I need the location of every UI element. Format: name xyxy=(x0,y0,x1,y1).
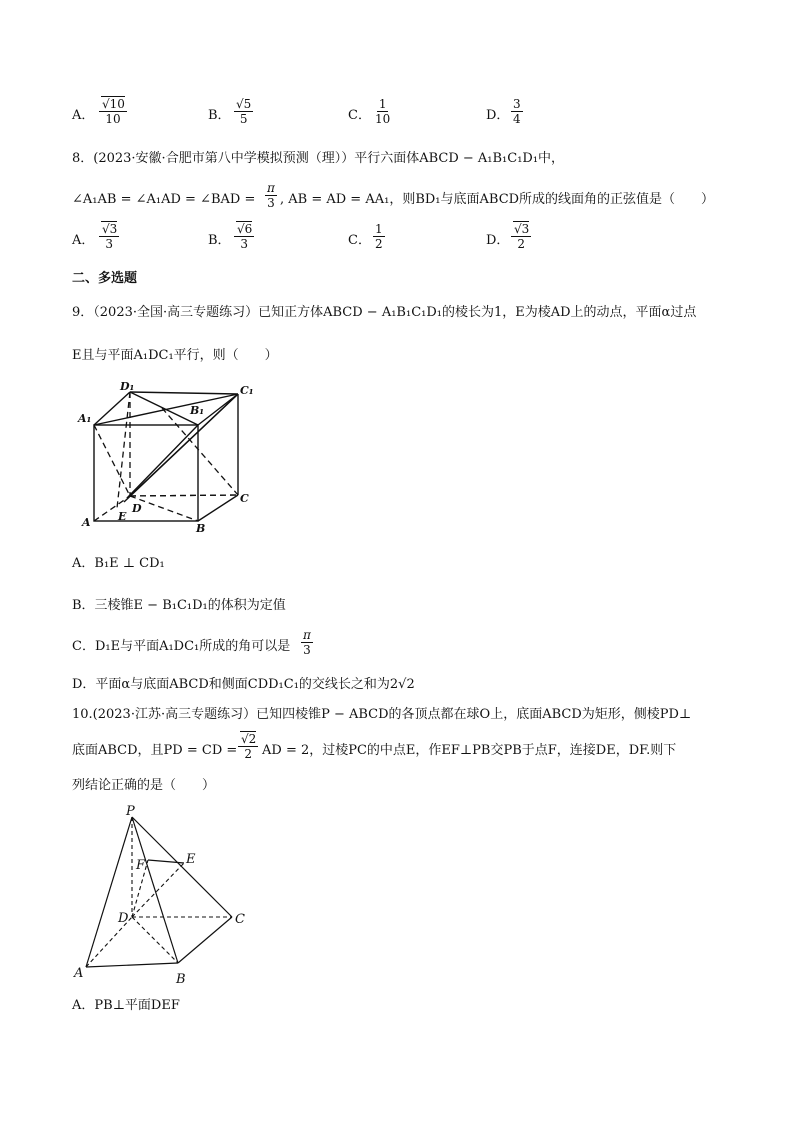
section-title-multiple-choice: 二、多选题 xyxy=(72,271,138,286)
q7-option-a-num: √10 xyxy=(102,97,125,111)
q8-option-c-label: C． xyxy=(348,233,371,248)
q8-option-a-den: 3 xyxy=(105,237,113,251)
q10-option-a: A．PB⊥平面DEF xyxy=(72,998,180,1013)
q9-option-c-den: 3 xyxy=(303,643,311,657)
q9-cube-front-face xyxy=(94,425,198,521)
q10-stem-frac-num: √2 xyxy=(241,732,257,746)
q9-line-c xyxy=(162,408,238,495)
q8-option-b-fraction xyxy=(234,222,254,251)
q9-line-dc xyxy=(130,495,238,496)
q9-option-a: A．B₁E ⊥ CD₁ xyxy=(72,556,165,571)
q10-label-b: B xyxy=(176,972,186,987)
q8-stem-fraction xyxy=(265,181,277,210)
q9-cube-figure xyxy=(72,380,262,535)
q7-option-d-label: D． xyxy=(486,108,510,123)
q9-option-c-num: π xyxy=(303,628,311,642)
q10-label-p: P xyxy=(126,805,135,819)
q9-line-b1e xyxy=(127,425,198,498)
q8-stem-line2-post: , AB = AD = AA₁，则BD₁与底面ABCD所成的线面角的正弦值是（ ） xyxy=(280,192,715,207)
q8-stem-line2-pre: ∠A₁AB = ∠A₁AD = ∠BAD = xyxy=(72,192,256,207)
q8-stem-frac-den: 3 xyxy=(267,196,275,210)
q8-option-c-fraction xyxy=(373,222,385,251)
q9-option-b: B．三棱锥E − B₁C₁D₁的体积为定值 xyxy=(72,598,286,613)
q9-option-c-pre: C．D₁E与平面A₁DC₁所成的角可以是 xyxy=(72,639,291,654)
q8-option-d-den: 2 xyxy=(517,237,525,251)
q8-option-a-fraction xyxy=(99,222,119,251)
q9-line-c1e xyxy=(124,394,238,502)
q7-option-a-fraction xyxy=(99,97,127,126)
q9-line-d1e xyxy=(117,392,130,508)
q8-option-a-num: √3 xyxy=(102,222,118,236)
q8-option-b-label: B． xyxy=(208,233,231,248)
q10-stem-fraction xyxy=(238,732,258,761)
q9-option-d: D．平面α与底面ABCD和侧面CDD₁C₁的交线长之和为2√2 xyxy=(72,677,415,692)
q9-edge-bc xyxy=(198,495,238,521)
q7-option-b-fraction xyxy=(234,97,253,126)
q9-label-d: D xyxy=(132,502,142,515)
q8-option-c-den: 2 xyxy=(375,237,383,251)
q10-stem-line2-post: AD = 2，过棱PC的中点E，作EF⊥PB交PB于点F，连接DE，DF.则下 xyxy=(262,743,677,758)
q7-option-a-den: 10 xyxy=(105,112,121,126)
q7-option-c-label: C． xyxy=(348,108,371,123)
q7-option-c-num: 1 xyxy=(378,97,387,111)
q10-edge-bc xyxy=(178,917,232,963)
q8-option-b-num: √6 xyxy=(237,222,253,236)
q7-option-a-label: A． xyxy=(72,108,95,123)
q10-label-d: D xyxy=(118,911,129,926)
q10-label-a: A xyxy=(74,966,84,981)
q8-option-d-num: √3 xyxy=(514,222,530,236)
q7-option-b-den: 5 xyxy=(239,112,248,126)
q8-option-b-den: 3 xyxy=(240,237,248,251)
q9-label-c1: C₁ xyxy=(240,384,254,397)
q7-option-d-den: 4 xyxy=(513,112,521,126)
q9-diag-d1b1 xyxy=(130,392,198,425)
q9-label-a: A xyxy=(82,516,91,529)
q9-label-b1: B₁ xyxy=(190,404,205,417)
q10-stem-line3: 列结论正确的是（ ） xyxy=(72,778,216,793)
q8-option-a-label: A． xyxy=(72,233,95,248)
q7-option-c-fraction xyxy=(373,97,392,126)
q7-option-b-label: B． xyxy=(208,108,231,123)
q9-stem-line1: 9．（2023·全国·高三专题练习）已知正方体ABCD − A₁B₁C₁D₁的棱长为1，E为棱AD上的动点，平面α过点 xyxy=(72,305,697,320)
q10-stem-line2-pre: 底面ABCD，且PD = CD = xyxy=(72,743,238,758)
q10-edge-fe xyxy=(148,860,184,863)
q8-option-c-num: 1 xyxy=(375,222,383,236)
q8-stem-line1: 8．(2023·安徽·合肥市第八中学模拟预测（理））平行六面体ABCD − A₁B₁C₁D₁中， xyxy=(72,151,565,166)
q9-label-c: C xyxy=(240,492,249,505)
q7-option-d-fraction xyxy=(511,97,523,126)
q7-option-b-num: √5 xyxy=(236,97,252,111)
q10-label-c: C xyxy=(235,912,245,927)
q9-label-e: E xyxy=(118,510,127,523)
q10-stem-frac-den: 2 xyxy=(244,747,252,761)
q8-option-d-fraction xyxy=(511,222,531,251)
q9-label-d1: D₁ xyxy=(120,380,135,393)
q9-edge-a1d1 xyxy=(94,392,130,425)
q7-option-d-num: 3 xyxy=(513,97,521,111)
q10-label-e: E xyxy=(186,852,196,867)
q9-edge-d1c1 xyxy=(130,392,238,394)
q10-pyramid-figure xyxy=(70,805,260,990)
q10-edge-ab xyxy=(86,963,178,967)
q9-stem-line2: E且与平面A₁DC₁平行，则（ ） xyxy=(72,348,278,363)
q9-label-b: B xyxy=(196,522,206,535)
q10-label-f: F xyxy=(136,858,146,873)
q7-option-c-den: 10 xyxy=(375,112,391,126)
q8-stem-frac-num: π xyxy=(267,181,275,195)
q10-edge-pa xyxy=(86,817,132,967)
q9-label-a1: A₁ xyxy=(78,412,92,425)
q8-option-d-label: D． xyxy=(486,233,510,248)
q10-stem-line1: 10.(2023·江苏·高三专题练习）已知四棱锥P − ABCD的各顶点都在球O上，底面ABCD为矩形，侧棱PD⊥ xyxy=(72,707,692,722)
q9-option-c-fraction xyxy=(301,628,313,657)
q10-edge-pb xyxy=(132,817,178,963)
